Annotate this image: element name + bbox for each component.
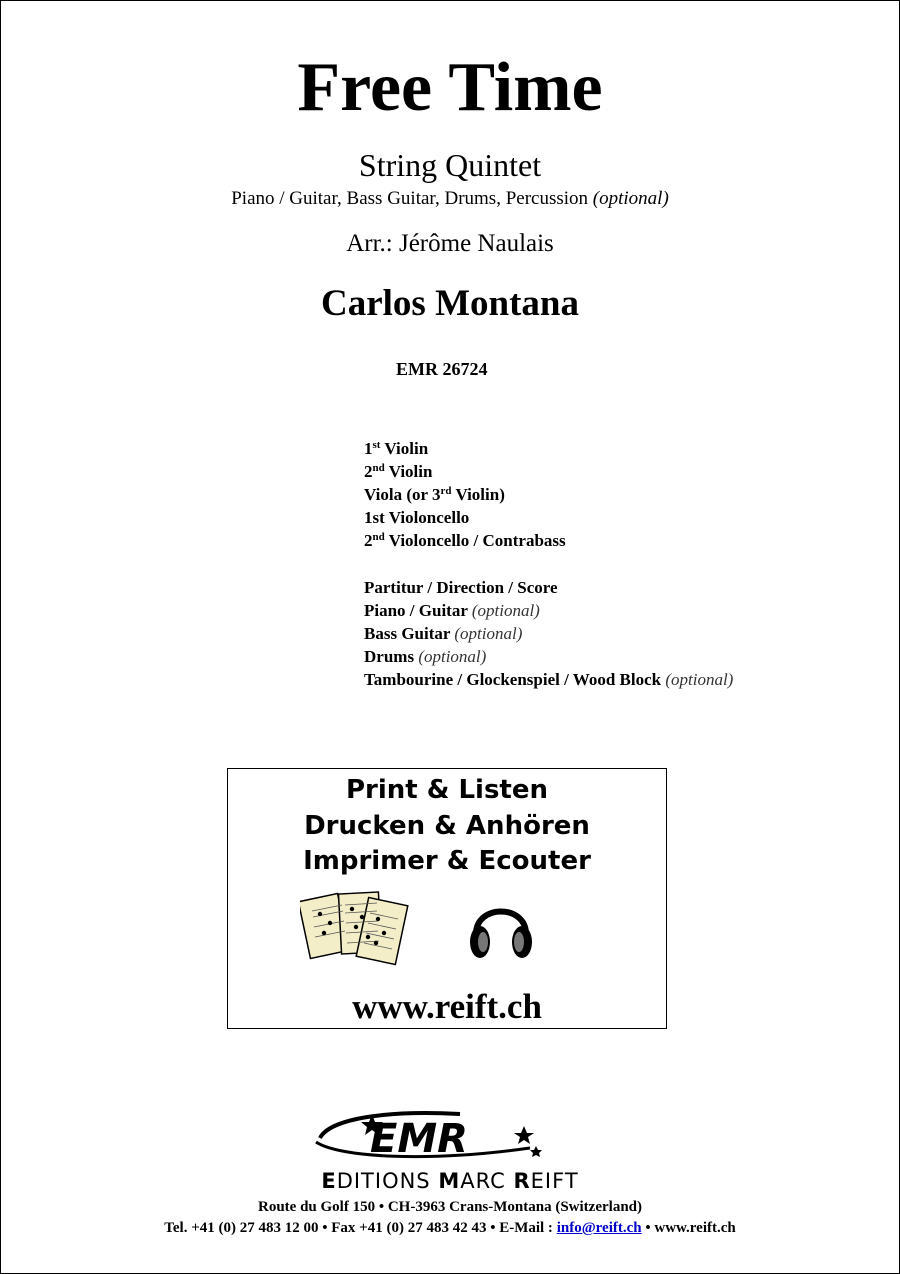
catalog-number: EMR 26724 — [396, 359, 488, 379]
sheet-music-icon — [300, 887, 412, 971]
promo-website[interactable]: www.reift.ch — [352, 987, 542, 1026]
extra-part-row: Drums (optional) — [364, 647, 487, 666]
instrumentation-optional: (optional) — [592, 188, 669, 209]
promo-line-german: Drucken & Anhören — [304, 811, 590, 841]
part-row: 1st Violoncello — [364, 508, 470, 527]
composer: Carlos Montana — [321, 283, 579, 324]
arranger: Arr.: Jérôme Naulais — [346, 230, 554, 257]
extra-part-row: Bass Guitar (optional) — [364, 624, 523, 643]
piece-title: Free Time — [297, 49, 603, 126]
extra-part-row: Piano / Guitar (optional) — [364, 601, 540, 620]
emr-logo — [310, 1108, 550, 1164]
instrumentation-line — [0, 187, 900, 211]
print-listen-box — [227, 768, 667, 1029]
part-row: 1st Violin — [364, 439, 429, 458]
promo-line-french: Imprimer & Ecouter — [303, 846, 591, 876]
publisher-address: Route du Golf 150 • CH-3963 Crans-Montana (Switzerland) — [258, 1199, 642, 1215]
part-row: 2nd Violin — [364, 462, 433, 481]
part-row: Viola (or 3rd Violin) — [364, 485, 505, 504]
promo-line-english: Print & Listen — [345, 775, 549, 805]
publisher-name: EDITIONS MARC REIFT — [321, 1169, 579, 1193]
parts-list — [364, 437, 733, 691]
extra-part-row: Partitur / Direction / Score — [364, 578, 558, 597]
part-row: 2nd Violoncello / Contrabass — [364, 531, 566, 550]
publisher-contact: Tel. +41 (0) 27 483 12 00 • Fax +41 (0) 27 483 42 43 • E-Mail : info@reift.ch • www.reift.ch — [164, 1220, 736, 1236]
headphones-icon — [466, 890, 536, 966]
piece-subtitle: String Quintet — [358, 147, 542, 183]
extra-part-row: Tambourine / Glockenspiel / Wood Block (optional) — [364, 670, 734, 689]
logo-text: EMR — [370, 1116, 468, 1162]
instrumentation-text: Piano / Guitar, Bass Guitar, Drums, Percussion — [231, 188, 589, 209]
email-link[interactable]: info@reift.ch — [556, 1220, 642, 1236]
